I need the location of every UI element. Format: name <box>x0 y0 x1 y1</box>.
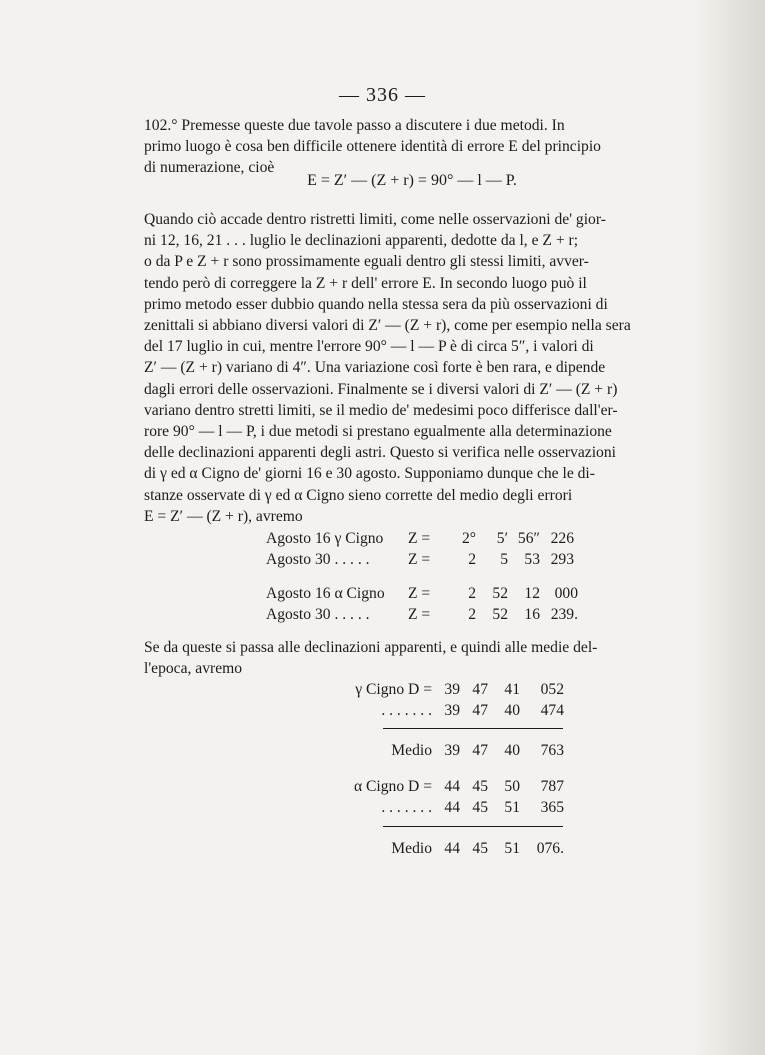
medio-frac: 763 <box>540 741 564 759</box>
decl-min: 45 <box>472 799 488 817</box>
medio-deg: 44 <box>444 839 460 857</box>
page-number: — 336 — <box>339 84 426 106</box>
obs-frac: 239. <box>550 606 578 624</box>
obs-label: Agosto 16 α Cigno <box>266 584 385 602</box>
text-line: 102.° Premesse queste due tavole passo a discutere i due metodi. In <box>144 117 565 134</box>
obs-eq: Z = <box>408 551 431 569</box>
error-formula: E = Z′ — (Z + r) = 90° — l — P. <box>307 172 517 189</box>
obs-sec: 53 <box>524 551 540 569</box>
obs-min: 5′ <box>496 529 508 547</box>
decl-min: 45 <box>472 777 488 795</box>
paragraph-declinations <box>144 637 680 679</box>
decl-label: . . . . . . . <box>381 702 432 720</box>
text-line: zenittali si abbiano diversi valori di Z′ — (Z + r), come per esempio nella sera <box>144 317 631 335</box>
decl-frac: 052 <box>540 680 564 698</box>
table-row <box>340 740 564 762</box>
medio-min: 47 <box>472 741 488 759</box>
obs-sec: 16 <box>524 606 540 624</box>
decl-min: 47 <box>472 680 488 698</box>
paragraph-discussion <box>144 209 680 527</box>
medio-gamma-row <box>340 740 564 762</box>
table-row <box>266 528 574 550</box>
decl-deg: 39 <box>444 702 460 720</box>
table-row <box>266 583 578 605</box>
medio-alpha-row <box>340 838 564 860</box>
table-row <box>340 679 564 701</box>
obs-min: 5 <box>500 551 508 569</box>
decl-frac: 474 <box>540 702 564 720</box>
decl-label: α Cigno D = <box>353 777 432 795</box>
obs-label: Agosto 16 γ Cigno <box>266 529 384 547</box>
text-line: l'epoca, avremo <box>144 660 243 678</box>
obs-eq: Z = <box>408 529 431 547</box>
text-line: Quando ciò accade dentro ristretti limiti, come nelle osservazioni de' gior- <box>144 211 606 228</box>
table-row <box>266 605 578 627</box>
text-line: dagli errori delle osservazioni. Finalmente se i diversi valori di Z′ — (Z + r) <box>144 380 618 398</box>
observations-gamma-table <box>266 528 574 571</box>
text-line: stanze osservate di γ ed α Cigno sieno corrette del medio degli errori <box>144 486 573 504</box>
text-line: E = Z′ — (Z + r), avremo <box>144 507 303 525</box>
obs-sec: 56″ <box>517 529 540 547</box>
obs-min: 52 <box>492 606 508 624</box>
table-row <box>340 776 564 798</box>
obs-eq: Z = <box>408 606 431 624</box>
decl-deg: 44 <box>444 799 460 817</box>
obs-frac: 226 <box>550 529 574 547</box>
text-line: Z′ — (Z + r) variano di 4″. Una variazione così forte è ben rara, e dipende <box>144 359 606 377</box>
medio-label: Medio <box>391 839 432 857</box>
decl-sec: 41 <box>504 680 520 698</box>
medio-sec: 51 <box>504 839 520 857</box>
text-line: delle declinazioni apparenti degli astri. Questo si verifica nelle osservazioni <box>144 444 616 462</box>
medio-min: 45 <box>472 839 488 857</box>
obs-sec: 12 <box>524 584 540 602</box>
obs-deg: 2 <box>468 606 476 624</box>
text-line: o da P e Z + r sono prossimamente eguali dentro gli stessi limiti, avver- <box>144 253 589 271</box>
sum-rule <box>383 728 563 729</box>
obs-frac: 000 <box>554 584 578 602</box>
text-line: primo luogo è cosa ben difficile ottenere identità di errore E del principio <box>144 138 601 156</box>
medio-frac: 076. <box>536 839 564 857</box>
text-line: di γ ed α Cigno de' giorni 16 e 30 agosto. Supponiamo dunque che le di- <box>144 465 595 483</box>
observations-alpha-table <box>266 583 578 626</box>
table-row <box>340 701 564 723</box>
decl-label: γ Cigno D = <box>355 680 432 698</box>
text-line: variano dentro stretti limiti, se il medio de' medesimi poco differisce dall'er- <box>144 401 618 419</box>
text-line: di numerazione, cioè <box>144 159 275 177</box>
decl-frac: 787 <box>540 777 564 795</box>
obs-eq: Z = <box>408 584 431 602</box>
table-row <box>340 798 564 820</box>
decl-sec: 51 <box>504 799 520 817</box>
text-line: del 17 luglio in cui, mentre l'errore 90° — l — P è di circa 5″, i valori di <box>144 338 594 356</box>
decl-frac: 365 <box>540 799 564 817</box>
sum-rule <box>383 826 563 827</box>
declinations-gamma-table <box>340 679 564 722</box>
obs-frac: 293 <box>550 551 574 569</box>
decl-min: 47 <box>472 702 488 720</box>
table-row <box>340 838 564 860</box>
paragraph-intro <box>144 115 680 179</box>
text-line: tendo però di correggere la Z + r dell' errore E. In secondo luogo può il <box>144 274 587 292</box>
decl-deg: 39 <box>444 680 460 698</box>
medio-sec: 40 <box>504 741 520 759</box>
obs-deg: 2 <box>468 584 476 602</box>
decl-sec: 40 <box>504 702 520 720</box>
declinations-alpha-table <box>340 776 564 819</box>
medio-deg: 39 <box>444 741 460 759</box>
decl-label: . . . . . . . <box>381 799 432 817</box>
medio-label: Medio <box>391 741 432 759</box>
obs-min: 52 <box>492 584 508 602</box>
text-line: Se da queste si passa alle declinazioni apparenti, e quindi alle medie del- <box>144 639 598 656</box>
obs-deg: 2° <box>461 529 476 547</box>
page-edge-shadow <box>695 0 765 1055</box>
text-line: ni 12, 16, 21 . . . luglio le declinazioni apparenti, dedotte da l, e Z + r; <box>144 232 579 250</box>
text-line: rore 90° — l — P, i due metodi si prestano egualmente alla determinazione <box>144 423 612 441</box>
text-line: primo metodo esser dubbio quando nella stessa sera da più osservazioni di <box>144 295 608 313</box>
obs-label: Agosto 30 . . . . . <box>266 606 370 624</box>
obs-deg: 2 <box>468 551 476 569</box>
decl-deg: 44 <box>444 777 460 795</box>
decl-sec: 50 <box>504 777 520 795</box>
table-row <box>266 550 574 572</box>
obs-label: Agosto 30 . . . . . <box>266 551 370 569</box>
